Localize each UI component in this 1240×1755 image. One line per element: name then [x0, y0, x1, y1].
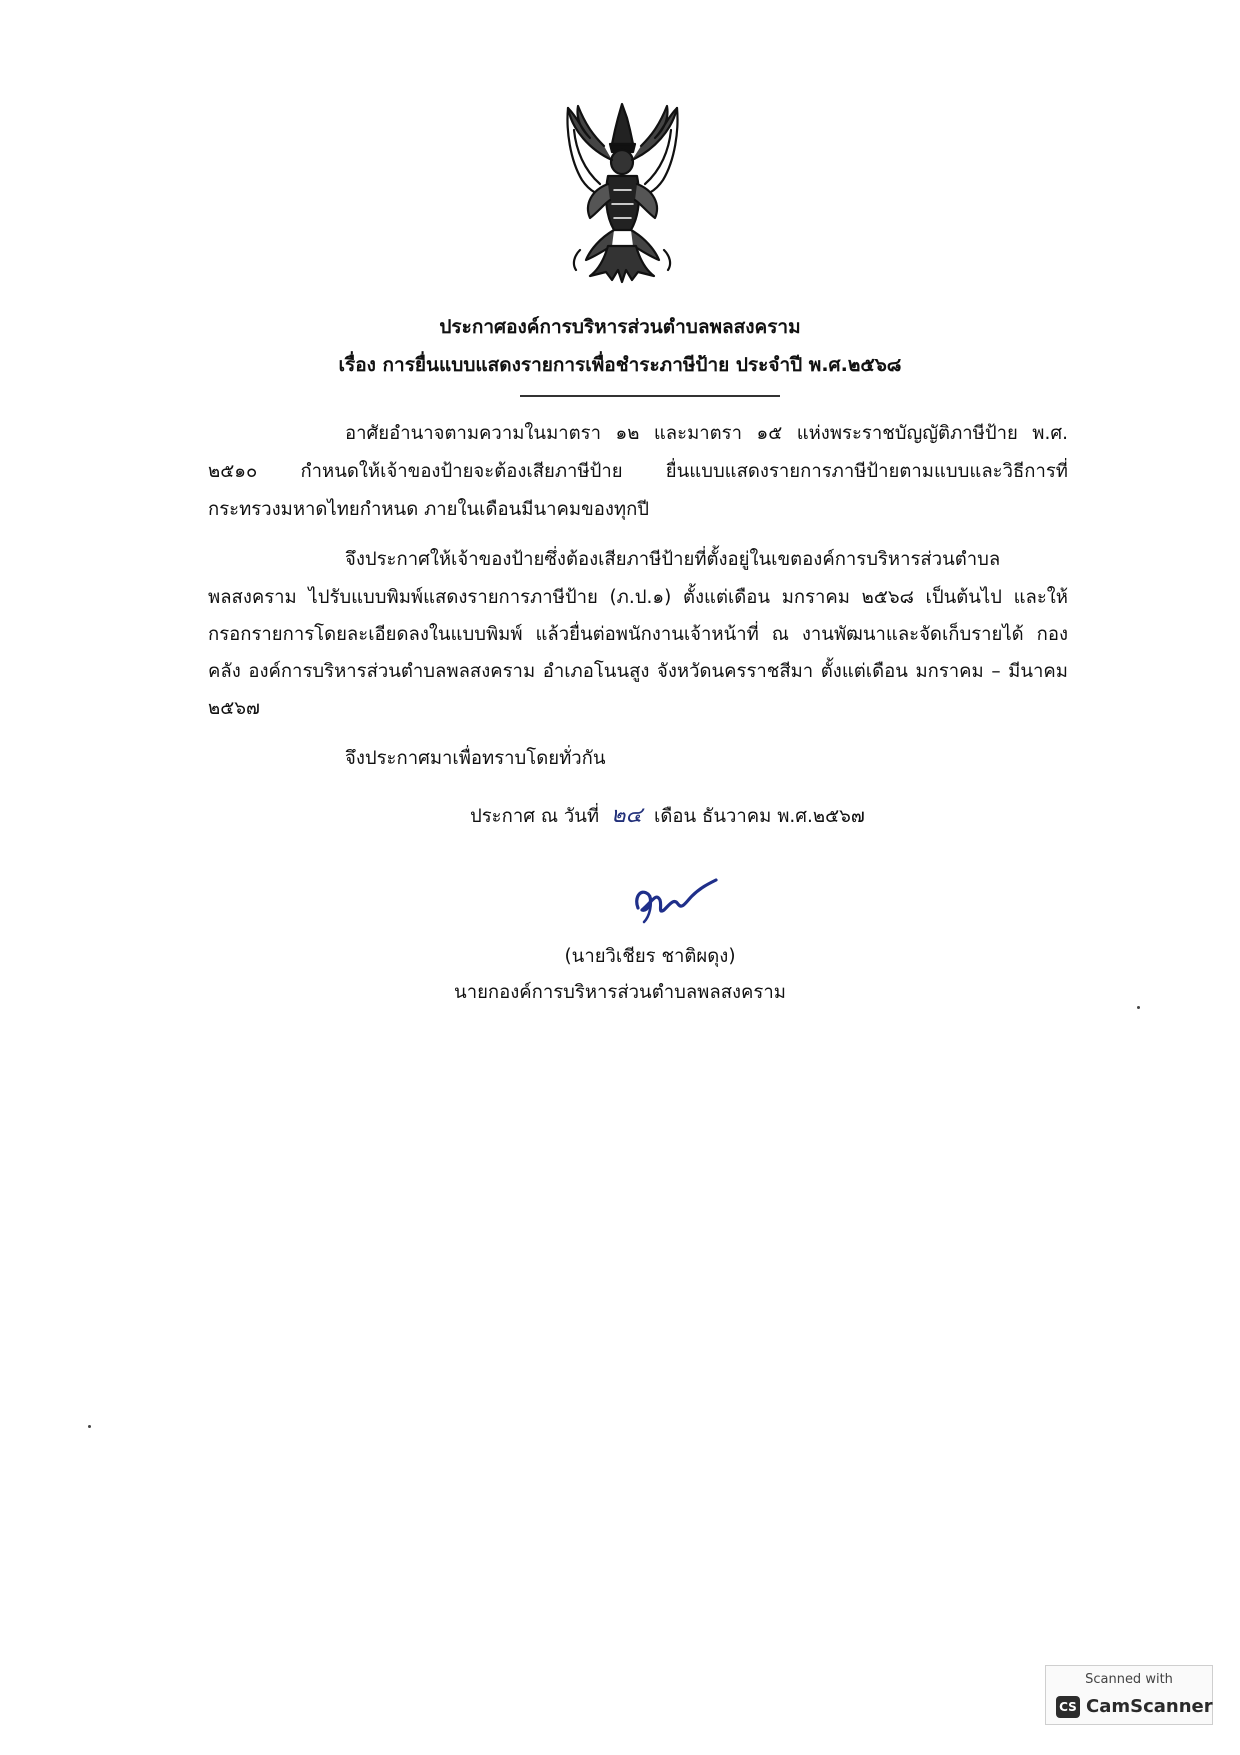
watermark-brand: CamScanner [1086, 1696, 1213, 1717]
paragraph-2-line-3: กรอกรายการโดยละเอียดลงในแบบพิมพ์ แล้วยื่นต่อพนักงานเจ้าหน้าที่ ณ งานพัฒนาและจัดเก็บรายได้ กอง [208, 624, 1068, 645]
watermark-caption: Scanned with [1085, 1672, 1173, 1687]
signatory-position: นายกองค์การบริหารส่วนตำบลพลสงคราม [454, 982, 786, 1003]
announcement-subject: เรื่อง การยื่นแบบแสดงรายการเพื่อชำระภาษีป้าย ประจำปี พ.ศ.๒๕๖๘ [338, 354, 902, 376]
paragraph-2-line-5: ๒๕๖๗ [208, 698, 260, 719]
paragraph-2-line-4: คลัง องค์การบริหารส่วนตำบลพลสงคราม อำเภอโนนสูง จังหวัดนครราชสีมา ตั้งแต่เดือน มกราคม – มีนาคม [208, 661, 1068, 682]
date-suffix: เดือน ธันวาคม พ.ศ.๒๕๖๗ [654, 806, 865, 827]
closing-statement: จึงประกาศมาเพื่อทราบโดยทั่วกัน [345, 748, 606, 769]
camscanner-watermark [1045, 1665, 1213, 1725]
date-day-handwritten: ๒๔ [611, 803, 643, 828]
date-prefix: ประกาศ ณ วันที่ [470, 806, 600, 827]
paragraph-2-line-2: พลสงคราม ไปรับแบบพิมพ์แสดงรายการภาษีป้าย (ภ.ป.๑) ตั้งแต่เดือน มกราคม ๒๕๖๘ เป็นต้นไป และให้ [208, 587, 1068, 608]
scan-speck [88, 1425, 91, 1428]
announcement-title: ประกาศองค์การบริหารส่วนตำบลพลสงคราม [439, 316, 801, 338]
paragraph-2-line-1: จึงประกาศให้เจ้าของป้ายซึ่งต้องเสียภาษีป้ายที่ตั้งอยู่ในเขตองค์การบริหารส่วนตำบล [345, 549, 1001, 570]
camscanner-logo-icon: CS [1056, 1696, 1080, 1718]
paragraph-1-line-2: ๒๕๑๐ กำหนดให้เจ้าของป้ายจะต้องเสียภาษีป้าย ยื่นแบบแสดงรายการภาษีป้ายตามแบบและวิธีการที่ [208, 461, 1068, 482]
garuda-emblem-icon [560, 100, 685, 285]
title-divider [520, 395, 780, 397]
paragraph-1-line-3: กระทรวงมหาดไทยกำหนด ภายในเดือนมีนาคมของทุกปี [208, 499, 650, 520]
announcement-date [470, 797, 865, 832]
scan-speck [1137, 1006, 1140, 1009]
signatory-name: (นายวิเชียร ชาติผดุง) [564, 946, 736, 967]
paragraph-1-line-1: อาศัยอำนาจตามความในมาตรา ๑๒ และมาตรา ๑๕ แห่งพระราชบัญญัติภาษีป้าย พ.ศ. [345, 423, 1068, 444]
handwritten-signature [630, 868, 720, 928]
